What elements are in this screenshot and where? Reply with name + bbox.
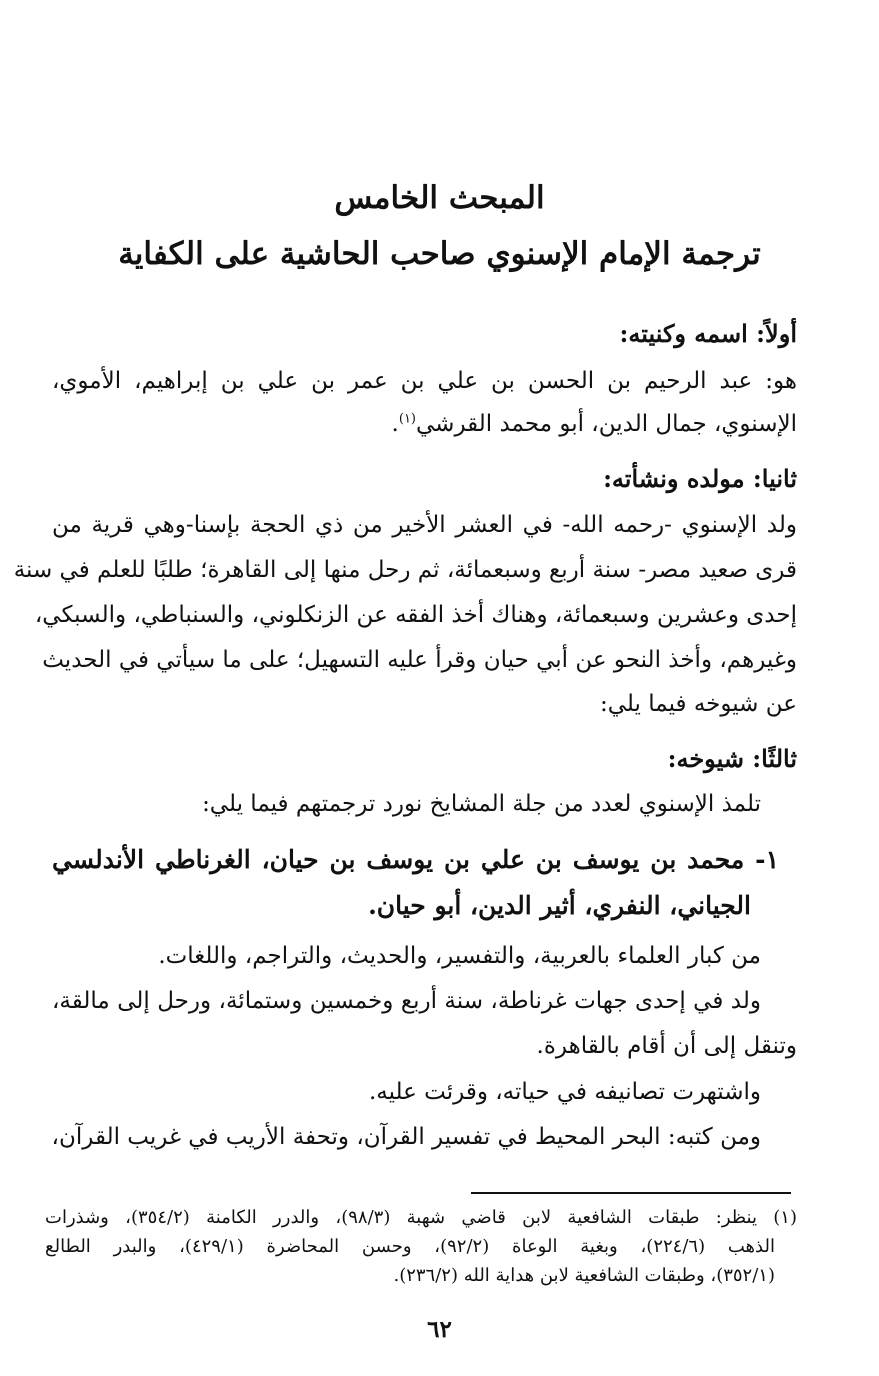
paragraph-line: تلمذ الإسنوي لعدد من جلة المشايخ نورد ترجمتهم فيما يلي: <box>202 791 761 817</box>
teacher-name-line: ١- محمد بن يوسف بن علي بن يوسف بن حيان، الغرناطي الأندلسي <box>52 845 779 874</box>
paragraph-line: هو: عبد الرحيم بن الحسن بن علي بن عمر بن علي بن إبراهيم، الأموي، <box>52 368 797 394</box>
paragraph-line: من كبار العلماء بالعربية، والتفسير، والحديث، والتراجم، واللغات. <box>158 943 761 969</box>
footnote-line: (٣٥٢/١)، وطبقات الشافعية لابن هداية الله (٢٣٦/٢). <box>393 1265 775 1286</box>
paragraph-line: واشتهرت تصانيفه في حياته، وقرئت عليه. <box>368 1079 761 1105</box>
footnote-line: الذهب (٢٢٤/٦)، وبغية الوعاة (٩٢/٢)، وحسن المحاضرة (٤٢٩/١)، والبدر الطالع <box>45 1236 775 1257</box>
chapter-title: ترجمة الإمام الإسنوي صاحب الحاشية على الكفاية <box>118 236 761 272</box>
footnote-reference: (١) <box>398 411 416 427</box>
teacher-name-line: الجياني، النفري، أثير الدين، أبو حيان. <box>368 891 751 920</box>
section-heading-birth: ثانيا: مولده ونشأته: <box>603 464 797 493</box>
paragraph-line: ولد في إحدى جهات غرناطة، سنة أربع وخمسين وستمائة، ورحل إلى مالقة، <box>52 988 761 1014</box>
chapter-heading: المبحث الخامس <box>334 180 545 216</box>
paragraph-line <box>392 406 797 442</box>
section-heading-teachers: ثالثًا: شيوخه: <box>667 744 797 773</box>
paragraph-text: الإسنوي، جمال الدين، أبو محمد القرشي <box>416 411 797 437</box>
paragraph-line: وغيرهم، وأخذ النحو عن أبي حيان وقرأ عليه التسهيل؛ على ما سيأتي في الحديث <box>42 647 797 673</box>
period-mark: . <box>391 411 399 437</box>
page-number: ٦٢ <box>427 1316 452 1343</box>
paragraph-line: عن شيوخه فيما يلي: <box>600 691 797 717</box>
paragraph-line: إحدى وعشرين وسبعمائة، وهناك أخذ الفقه عن الزنكلوني، والسنباطي، والسبكي، <box>34 602 797 628</box>
section-heading-name: أولاً: اسمه وكنيته: <box>619 319 797 348</box>
paragraph-line: وتنقل إلى أن أقام بالقاهرة. <box>536 1033 797 1059</box>
footnote-line: (١) ينظر: طبقات الشافعية لابن قاضي شهبة (٩٨/٣)، والدرر الكامنة (٣٥٤/٢)، وشذرات <box>45 1207 797 1228</box>
paragraph-line: ولد الإسنوي -رحمه الله- في العشر الأخير من ذي الحجة بإسنا-وهي قرية من <box>52 512 797 538</box>
footnote-divider <box>471 1192 791 1194</box>
paragraph-line: قرى صعيد مصر- سنة أربع وسبعمائة، ثم رحل منها إلى القاهرة؛ طلبًا للعلم في سنة <box>13 557 797 583</box>
paragraph-line: ومن كتبه: البحر المحيط في تفسير القرآن، وتحفة الأريب في غريب القرآن، <box>51 1124 761 1150</box>
